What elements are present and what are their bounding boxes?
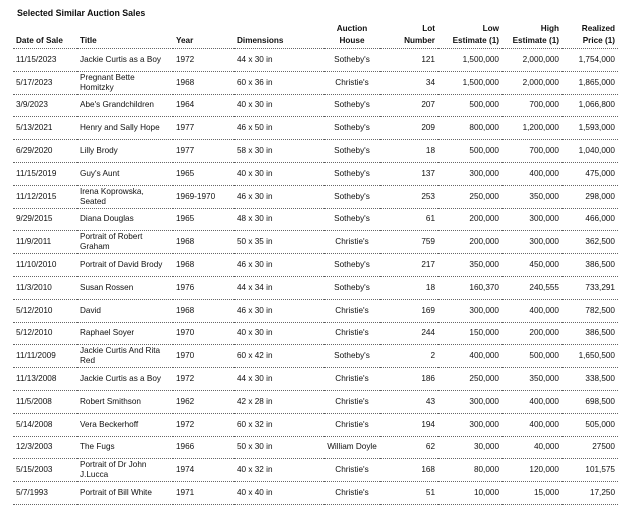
cell-year: 1970 <box>176 351 195 361</box>
cell-high: 400,000 <box>529 168 559 178</box>
cell-title: Robert Smithson <box>80 396 141 406</box>
cell-date: 5/14/2008 <box>16 419 53 429</box>
cell-high: 350,000 <box>529 191 559 201</box>
cell-date: 12/3/2003 <box>16 442 53 452</box>
cell-high: 300,000 <box>529 237 559 247</box>
header-high-estimate: High Estimate (1) <box>512 24 559 45</box>
cell-high: 300,000 <box>529 214 559 224</box>
cell-high: 400,000 <box>529 305 559 315</box>
cell-dimensions: 46 x 30 in <box>237 305 273 315</box>
cell-low: 250,000 <box>469 374 499 384</box>
cell-price: 1,066,800 <box>578 100 615 110</box>
cell-price: 782,500 <box>585 305 615 315</box>
cell-year: 1972 <box>176 374 195 384</box>
cell-dimensions: 50 x 30 in <box>237 442 273 452</box>
cell-price: 475,000 <box>585 168 615 178</box>
table-row <box>13 322 618 345</box>
cell-price: 17,250 <box>589 488 615 498</box>
cell-title: Henry and Sally Hope <box>80 123 160 133</box>
cell-dimensions: 42 x 28 in <box>237 396 273 406</box>
cell-house: Christie's <box>335 328 369 338</box>
cell-dimensions: 46 x 30 in <box>237 191 273 201</box>
cell-price: 698,500 <box>585 396 615 406</box>
cell-low: 250,000 <box>469 191 499 201</box>
cell-price: 362,500 <box>585 237 615 247</box>
header-dimensions: Dimensions <box>237 36 284 45</box>
cell-lot: 51 <box>425 488 435 498</box>
cell-title: Vera Beckerhoff <box>80 419 139 429</box>
cell-high: 240,555 <box>529 282 559 292</box>
table-row <box>13 390 618 413</box>
cell-price: 466,000 <box>585 214 615 224</box>
table-row <box>13 276 618 299</box>
table-row <box>13 231 618 254</box>
cell-title: Portrait of David Brody <box>80 260 163 270</box>
cell-low: 30,000 <box>473 442 499 452</box>
cell-lot: 217 <box>421 260 435 270</box>
cell-price: 298,000 <box>585 191 615 201</box>
table-row <box>13 413 618 436</box>
cell-dimensions: 44 x 30 in <box>237 54 273 64</box>
cell-high: 400,000 <box>529 419 559 429</box>
cell-lot: 2 <box>430 351 435 361</box>
cell-year: 1977 <box>176 146 195 156</box>
header-title: Title <box>80 36 97 45</box>
header-date: Date of Sale <box>16 36 63 45</box>
table-row <box>13 140 618 163</box>
cell-price: 1,865,000 <box>578 77 615 87</box>
cell-lot: 759 <box>421 237 435 247</box>
cell-high: 2,000,000 <box>522 77 559 87</box>
cell-high: 700,000 <box>529 100 559 110</box>
table-row <box>13 185 618 208</box>
cell-house: Christie's <box>335 396 369 406</box>
cell-title: Diana Douglas <box>80 214 134 224</box>
cell-low: 150,000 <box>469 328 499 338</box>
cell-lot: 61 <box>425 214 435 224</box>
cell-lot: 18 <box>425 282 435 292</box>
cell-low: 300,000 <box>469 396 499 406</box>
table-row <box>13 254 618 277</box>
cell-house: Christie's <box>335 237 369 247</box>
cell-high: 700,000 <box>529 146 559 156</box>
cell-dimensions: 50 x 35 in <box>237 237 273 247</box>
cell-lot: 168 <box>421 465 435 475</box>
table-row <box>13 162 618 185</box>
cell-dimensions: 60 x 32 in <box>237 419 273 429</box>
cell-date: 6/29/2020 <box>16 146 53 156</box>
cell-year: 1976 <box>176 282 195 292</box>
cell-house: Christie's <box>335 488 369 498</box>
table-row <box>13 71 618 94</box>
cell-house: William Doyle <box>327 442 377 452</box>
cell-title: Guy's Aunt <box>80 168 120 178</box>
table-title: Selected Similar Auction Sales <box>17 8 146 18</box>
cell-lot: 169 <box>421 305 435 315</box>
cell-price: 1,593,000 <box>578 123 615 133</box>
table-row <box>13 299 618 322</box>
cell-dimensions: 44 x 30 in <box>237 374 273 384</box>
cell-house: Sotheby's <box>334 168 370 178</box>
cell-house: Sotheby's <box>334 100 370 110</box>
cell-year: 1968 <box>176 237 195 247</box>
cell-dimensions: 48 x 30 in <box>237 214 273 224</box>
cell-date: 11/10/2010 <box>16 260 57 270</box>
cell-year: 1968 <box>176 77 195 87</box>
cell-date: 5/17/2023 <box>16 77 53 87</box>
cell-date: 9/29/2015 <box>16 214 53 224</box>
cell-title: Jackie Curtis And Rita Red <box>80 346 161 366</box>
cell-house: Sotheby's <box>334 191 370 201</box>
cell-dimensions: 40 x 32 in <box>237 465 273 475</box>
cell-low: 350,000 <box>469 260 499 270</box>
cell-price: 386,500 <box>585 260 615 270</box>
cell-year: 1966 <box>176 442 195 452</box>
cell-title: Portrait of Robert Graham <box>80 232 143 252</box>
cell-low: 300,000 <box>469 168 499 178</box>
table-row <box>13 94 618 117</box>
cell-high: 200,000 <box>529 328 559 338</box>
cell-low: 200,000 <box>469 237 499 247</box>
cell-house: Sotheby's <box>334 146 370 156</box>
cell-dimensions: 44 x 34 in <box>237 282 273 292</box>
cell-year: 1971 <box>176 488 195 498</box>
cell-lot: 244 <box>421 328 435 338</box>
cell-low: 1,500,000 <box>462 77 499 87</box>
cell-house: Sotheby's <box>334 214 370 224</box>
cell-date: 11/11/2009 <box>16 351 56 361</box>
cell-lot: 62 <box>425 442 435 452</box>
cell-high: 2,000,000 <box>522 54 559 64</box>
cell-title: Portrait of Bill White <box>80 488 152 498</box>
auction-sales-table <box>13 18 618 505</box>
cell-low: 500,000 <box>469 100 499 110</box>
cell-dimensions: 60 x 42 in <box>237 351 273 361</box>
cell-high: 500,000 <box>529 351 559 361</box>
cell-house: Christie's <box>335 374 369 384</box>
cell-dimensions: 40 x 40 in <box>237 488 273 498</box>
cell-low: 300,000 <box>469 305 499 315</box>
cell-low: 500,000 <box>469 146 499 156</box>
cell-title: The Fugs <box>80 442 115 452</box>
cell-high: 450,000 <box>529 260 559 270</box>
cell-date: 11/13/2008 <box>16 374 57 384</box>
cell-lot: 186 <box>421 374 435 384</box>
cell-date: 5/15/2003 <box>16 465 53 475</box>
table-row <box>13 368 618 391</box>
cell-date: 11/3/2010 <box>16 282 52 292</box>
cell-high: 40,000 <box>533 442 559 452</box>
cell-date: 3/9/2023 <box>16 100 48 110</box>
cell-house: Sotheby's <box>334 282 370 292</box>
cell-year: 1964 <box>176 100 195 110</box>
cell-price: 101,575 <box>585 465 615 475</box>
cell-title: Irena Koprowska, Seated <box>80 186 144 206</box>
cell-year: 1965 <box>176 168 195 178</box>
cell-dimensions: 46 x 30 in <box>237 260 273 270</box>
cell-lot: 121 <box>421 54 435 64</box>
cell-date: 5/12/2010 <box>16 305 53 315</box>
cell-lot: 207 <box>421 100 435 110</box>
cell-year: 1974 <box>176 465 195 475</box>
cell-dimensions: 46 x 50 in <box>237 123 273 133</box>
cell-price: 338,500 <box>585 374 615 384</box>
header-low-estimate: Low Estimate (1) <box>452 24 499 45</box>
cell-lot: 253 <box>421 191 435 201</box>
cell-high: 15,000 <box>533 488 559 498</box>
cell-dimensions: 40 x 30 in <box>237 168 273 178</box>
cell-year: 1965 <box>176 214 195 224</box>
cell-price: 505,000 <box>585 419 615 429</box>
cell-dimensions: 60 x 36 in <box>237 77 273 87</box>
cell-low: 800,000 <box>469 123 499 133</box>
cell-title: Raphael Soyer <box>80 328 135 338</box>
cell-lot: 209 <box>421 123 435 133</box>
cell-low: 1,500,000 <box>462 54 499 64</box>
cell-price: 1,754,000 <box>578 54 615 64</box>
cell-date: 11/12/2015 <box>16 191 57 201</box>
table-row <box>13 345 618 368</box>
cell-year: 1969-1970 <box>176 191 216 201</box>
cell-lot: 194 <box>421 419 435 429</box>
cell-low: 160,370 <box>469 282 499 292</box>
cell-lot: 34 <box>425 77 435 87</box>
table-row <box>13 208 618 231</box>
cell-year: 1968 <box>176 305 195 315</box>
cell-date: 11/15/2019 <box>16 168 57 178</box>
header-year: Year <box>176 36 194 45</box>
cell-low: 200,000 <box>469 214 499 224</box>
cell-year: 1977 <box>176 123 195 133</box>
cell-high: 120,000 <box>529 465 559 475</box>
cell-lot: 18 <box>425 146 435 156</box>
cell-house: Sotheby's <box>334 260 370 270</box>
header-lot-number: Lot Number <box>404 24 435 45</box>
header-realized-price: Realized Price (1) <box>581 24 615 45</box>
cell-price: 27500 <box>592 442 615 452</box>
cell-year: 1968 <box>176 260 195 270</box>
cell-price: 1,650,500 <box>578 351 615 361</box>
header-auction-house: Auction House <box>336 24 368 45</box>
cell-price: 1,040,000 <box>578 146 615 156</box>
cell-title: Jackie Curtis as a Boy <box>80 374 161 384</box>
table-row <box>13 49 618 72</box>
cell-date: 5/7/1993 <box>16 488 48 498</box>
cell-date: 5/13/2021 <box>16 123 53 133</box>
cell-low: 80,000 <box>473 465 499 475</box>
cell-dimensions: 58 x 30 in <box>237 146 273 156</box>
cell-dimensions: 40 x 30 in <box>237 100 273 110</box>
cell-high: 1,200,000 <box>522 123 559 133</box>
cell-title: Portrait of Dr John J.Lucca <box>80 460 147 480</box>
cell-lot: 43 <box>425 396 435 406</box>
cell-title: David <box>80 305 101 315</box>
cell-lot: 137 <box>421 168 435 178</box>
cell-low: 300,000 <box>469 419 499 429</box>
header-row <box>13 18 618 49</box>
cell-house: Sotheby's <box>334 123 370 133</box>
cell-house: Sotheby's <box>334 351 370 361</box>
table-row <box>13 459 618 482</box>
cell-year: 1970 <box>176 328 195 338</box>
cell-year: 1962 <box>176 396 195 406</box>
cell-year: 1972 <box>176 419 195 429</box>
cell-date: 11/9/2011 <box>16 237 52 247</box>
cell-house: Christie's <box>335 419 369 429</box>
table-row <box>13 117 618 140</box>
cell-low: 400,000 <box>469 351 499 361</box>
cell-house: Christie's <box>335 465 369 475</box>
cell-title: Susan Rossen <box>80 282 134 292</box>
cell-title: Pregnant Bette Homitzky <box>80 72 135 92</box>
cell-price: 386,500 <box>585 328 615 338</box>
cell-date: 11/15/2023 <box>16 54 57 64</box>
table-row <box>13 436 618 459</box>
cell-price: 733,291 <box>585 282 615 292</box>
cell-date: 5/12/2010 <box>16 328 53 338</box>
cell-dimensions: 40 x 30 in <box>237 328 273 338</box>
cell-title: Abe's Grandchildren <box>80 100 154 110</box>
cell-low: 10,000 <box>473 488 499 498</box>
cell-date: 11/5/2008 <box>16 396 52 406</box>
cell-title: Lilly Brody <box>80 146 118 156</box>
table-row <box>13 482 618 505</box>
cell-high: 350,000 <box>529 374 559 384</box>
cell-title: Jackie Curtis as a Boy <box>80 54 161 64</box>
cell-high: 400,000 <box>529 396 559 406</box>
cell-year: 1972 <box>176 54 195 64</box>
cell-house: Christie's <box>335 305 369 315</box>
cell-house: Christie's <box>335 77 369 87</box>
cell-house: Sotheby's <box>334 54 370 64</box>
